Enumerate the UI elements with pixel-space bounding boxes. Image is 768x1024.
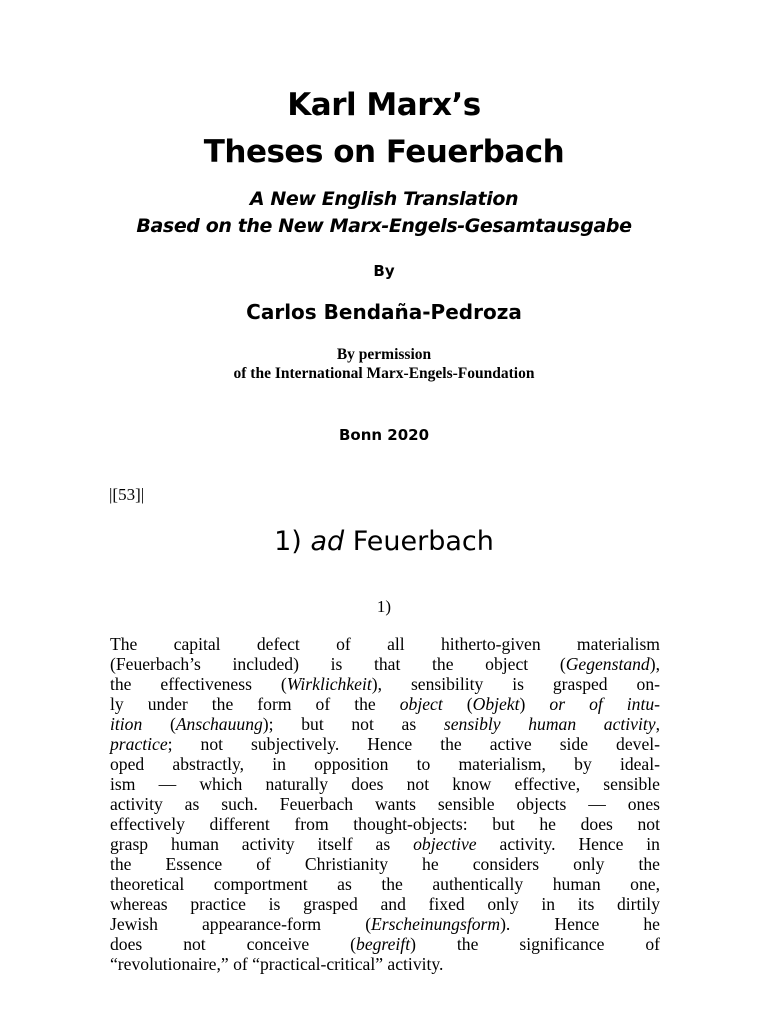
text-run: whereas practice is grasped and fixed only in its dirtily xyxy=(110,894,660,914)
thesis-paragraph xyxy=(110,634,660,974)
permission-line-2: of the International Marx-Engels-Foundation xyxy=(233,365,535,382)
text-run: (Feuerbach’s included) is that the object ( xyxy=(110,654,566,674)
italic-term: objective xyxy=(413,834,477,854)
text-run: ); but not as xyxy=(262,714,444,734)
paragraph-line xyxy=(110,754,660,774)
text-run: ; not subjectively. Hence the active side devel- xyxy=(167,734,660,754)
text-run: theoretical comportment as the authentically human one, xyxy=(110,874,660,894)
paragraph-line xyxy=(110,714,660,734)
text-run: activity. Hence in xyxy=(476,834,660,854)
page-marker: |[53]| xyxy=(109,485,145,504)
author-name: Carlos Bendaña-Pedroza xyxy=(246,300,522,324)
text-run: “revolutionaire,” of “practical-critical” activity. xyxy=(110,954,444,974)
text-run: ism — which naturally does not know effective, sensible xyxy=(110,774,660,794)
subtitle-line-1: A New English Translation xyxy=(249,188,519,210)
italic-term: object xyxy=(399,694,443,714)
text-run: activity as such. Feuerbach wants sensible objects — ones xyxy=(110,794,660,814)
paragraph-line xyxy=(110,894,660,914)
subtitle-line-2: Based on the New Marx-Engels-Gesamtausgabe xyxy=(136,215,632,237)
section-heading xyxy=(0,524,768,560)
text-run: ), sensibility is grasped on- xyxy=(371,674,660,694)
paragraph-line xyxy=(110,694,660,714)
italic-term: Wirklichkeit xyxy=(286,674,372,694)
italic-term: or of intu- xyxy=(549,694,661,714)
section-name: Feuerbach xyxy=(352,526,494,557)
paragraph-line xyxy=(110,814,660,834)
paragraph-line xyxy=(110,854,660,874)
text-run: the effectiveness ( xyxy=(110,674,287,694)
text-run: ) xyxy=(519,694,550,714)
italic-term: sensibly human activity xyxy=(443,714,656,734)
text-run: ) the significance of xyxy=(410,934,660,954)
text-run: oped abstractly, in opposition to materialism, by ideal- xyxy=(110,754,660,774)
italic-term: Gegenstand xyxy=(565,654,650,674)
text-run: the Essence of Christianity he considers only the xyxy=(110,854,660,874)
place-date: Bonn 2020 xyxy=(338,426,430,444)
byline: By xyxy=(373,262,395,280)
permission-line-1: By permission xyxy=(336,346,432,363)
section-ad: ad xyxy=(310,526,345,557)
italic-term: Erscheinungsform xyxy=(371,914,501,934)
text-run: effectively different from thought-objects: but he does not xyxy=(110,814,660,834)
text-run: The capital defect of all hitherto-given materialism xyxy=(110,634,660,654)
paragraph-line xyxy=(110,634,660,654)
text-run: grasp human activity itself as xyxy=(110,834,414,854)
paragraph-line xyxy=(110,934,660,954)
paragraph-line xyxy=(110,794,660,814)
italic-term: Anschauung xyxy=(175,714,263,734)
italic-term: ition xyxy=(110,714,143,734)
paragraph-line xyxy=(110,654,660,674)
paragraph-line xyxy=(110,954,660,974)
section-number: 1) xyxy=(274,526,302,557)
paragraph-line xyxy=(110,774,660,794)
title-line-1: Karl Marx’s xyxy=(287,87,481,123)
italic-term: practice xyxy=(110,734,168,754)
text-run: Jewish appearance-form ( xyxy=(110,914,372,934)
italic-term: Objekt xyxy=(472,694,520,714)
title-line-2: Theses on Feuerbach xyxy=(203,134,565,170)
text-run: , xyxy=(655,714,660,734)
text-run: ( xyxy=(142,714,176,734)
paragraph-line xyxy=(110,734,660,754)
text-run: ). Hence he xyxy=(500,914,660,934)
text-run: ), xyxy=(649,654,660,674)
paragraph-line xyxy=(110,914,660,934)
thesis-number: 1) xyxy=(376,597,392,616)
text-run: ( xyxy=(442,694,473,714)
paragraph-line xyxy=(110,874,660,894)
italic-term: begreift xyxy=(356,934,411,954)
paragraph-line xyxy=(110,674,660,694)
text-run: does not conceive ( xyxy=(110,934,357,954)
text-run: ly under the form of the xyxy=(110,694,400,714)
paragraph-line xyxy=(110,834,660,854)
